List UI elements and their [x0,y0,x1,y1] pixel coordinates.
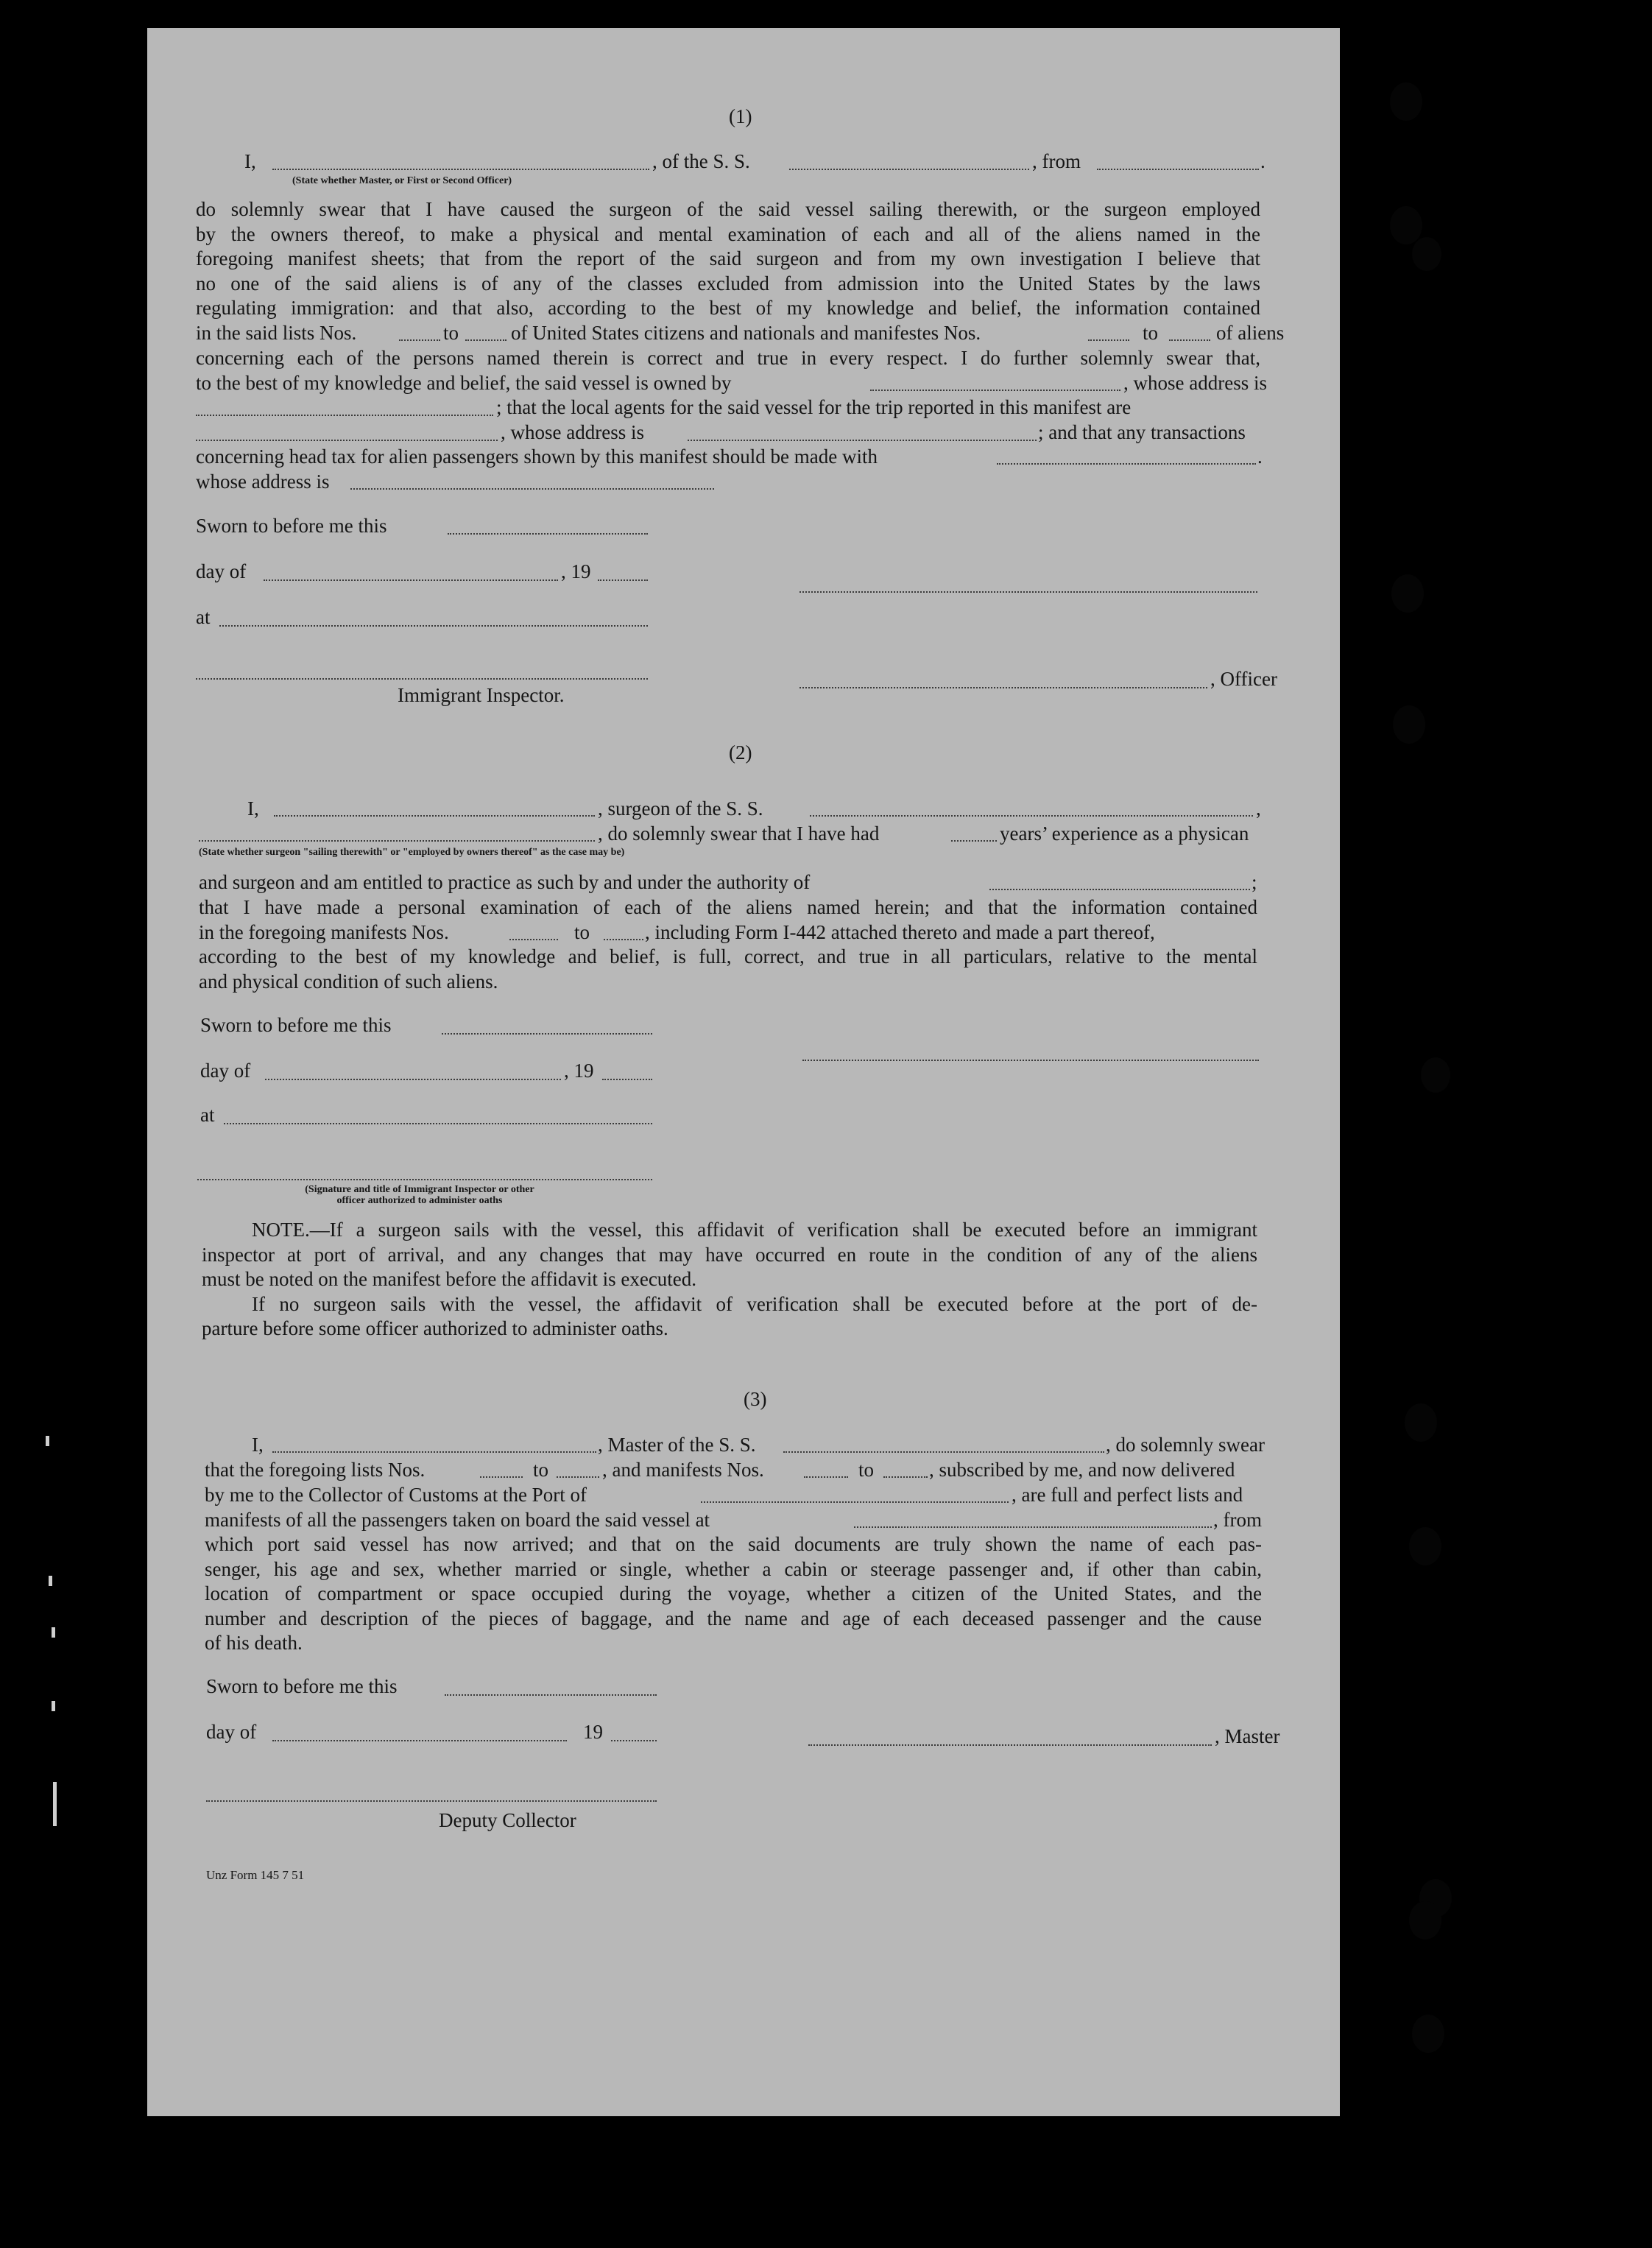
note-line: must be noted on the manifest before the affidavit is executed. [202,1268,697,1290]
binder-hole [1391,574,1424,613]
line-end: ; [1252,871,1257,893]
binder-hole [1390,82,1422,121]
head-tax-label: concerning head tax for alien passengers shown by this manifest should be made with [196,445,878,468]
sworn-label: Sworn to before me this [200,1014,392,1036]
agent-address-field[interactable] [688,439,1037,441]
note-line: parture before some officer authorized to administer oaths. [202,1317,668,1339]
day-field[interactable] [272,1739,567,1741]
binder-hole [1390,206,1422,244]
list-from-field[interactable] [399,339,440,341]
manifest-to-field[interactable] [1169,339,1210,341]
agent-address-label: , whose address is [501,421,644,443]
of-ss-label: , of the S. S. [652,150,750,172]
officer-caption: (State whether Master, or First or Second Officer) [292,175,512,186]
note-line: If no surgeon sails with the vessel, the affidavit of verification shall be executed before at the port of de- [252,1293,1257,1315]
section-3-number: (3) [744,1388,767,1410]
surgeon-of-ss-label: , surgeon of the S. S. [598,797,763,820]
scan-speck [46,1436,49,1446]
master-label: , Master [1215,1725,1280,1747]
day-of-label: day of [206,1721,257,1743]
binder-hole [1409,1527,1441,1565]
transactions-label: ; and that any transactions [1038,421,1246,443]
note-line: inspector at port of arrival, and any changes that may have occurred en route in the condition of any of the aliens [202,1244,1257,1266]
owner-field[interactable] [870,389,1120,391]
list-from-field[interactable] [480,1476,523,1478]
lists-nos-label: in the said lists Nos. [196,322,357,344]
body-line: according to the best of my knowledge and belief, is full, correct, and true in all particulars, relative to the mental [199,945,1257,968]
to-label: to [858,1459,875,1481]
boarding-port-field[interactable] [854,1526,1212,1528]
manifest-from-field[interactable] [804,1476,848,1478]
full-perfect-label: , are full and perfect lists and [1012,1484,1243,1506]
surgeon-status-field[interactable] [199,839,595,842]
surgeon-manifest-to-field[interactable] [604,938,643,940]
surgeon-signature-line[interactable] [802,1059,1259,1061]
year-field[interactable] [598,579,648,581]
head-tax-field[interactable] [997,462,1256,465]
inspector-signature-line[interactable] [197,1178,652,1180]
form-page [147,28,1340,2116]
sworn-field[interactable] [448,532,648,535]
citizens-label: of United States citizens and nationals and manifestes Nos. [511,322,981,344]
scan-speck [52,1627,55,1638]
manifests-nos-label: , and manifests Nos. [602,1459,764,1481]
surgeon-manifest-from-field[interactable] [509,938,558,940]
including-form-label: , including Form I-442 attached thereto and made a part thereof, [645,921,1155,943]
vessel-name-field[interactable] [789,168,1029,170]
from-label: , from [1213,1509,1262,1531]
body-line: by the owners thereof, to make a physical and mental examination of each and all of the aliens named in the [196,223,1260,245]
at-label: at [196,606,211,628]
body-line: no one of the said aliens is of any of the classes excluded from admission into the United States by the laws [196,272,1260,295]
master-signature-line[interactable] [808,1744,1212,1746]
year-field[interactable] [602,1078,652,1080]
surgeon-caption: (State whether surgeon "sailing therewith" or "employed by owners thereof" as the case may be) [199,847,625,858]
at-label: at [200,1104,215,1126]
oath-3-i: I, [252,1434,264,1456]
surgeon-vessel-field[interactable] [810,814,1253,817]
body-line: regulating immigration: and that also, according to the best of my knowledge and belief, the information contained [196,297,1260,319]
section-2-number: (2) [729,741,752,764]
officer-signature-line[interactable] [799,686,1207,688]
year-label: , 19 [564,1060,594,1082]
to-label: to [574,921,590,943]
owned-by-label: to the best of my knowledge and belief, the said vessel is owned by [196,372,732,394]
body-line: which port said vessel has now arrived; and that on the said documents are truly shown the name of each pas- [205,1533,1262,1555]
form-identifier: Unz Form 145 7 51 [206,1868,305,1882]
body-line: foregoing manifest sheets; that from the report of the said surgeon and from my own investigation I believe that [196,247,1260,269]
experience-label: years’ experience as a physican [1000,822,1249,845]
binder-hole [1412,2015,1444,2053]
head-tax-address-field[interactable] [350,487,714,490]
signature-caption: officer authorized to administer oaths [336,1195,503,1206]
master-name-field[interactable] [272,1451,596,1453]
master-of-ss-label: , Master of the S. S. [598,1434,756,1456]
year-label: , 19 [561,560,591,582]
port-label: by me to the Collector of Customs at the Port of [205,1484,587,1506]
lists-nos-label: that the foregoing lists Nos. [205,1459,426,1481]
binder-hole [1393,705,1425,744]
port-field[interactable] [701,1501,1009,1503]
sworn-label: Sworn to before me this [196,515,387,537]
to-label: to [443,322,459,344]
manifests-nos-label: in the foregoing manifests Nos. [199,921,449,943]
body-line: and physical condition of such aliens. [199,970,498,993]
day-field[interactable] [264,579,558,581]
sworn-label: Sworn to before me this [206,1675,398,1697]
body-line: location of compartment or space occupied during the voyage, whether a citizen of the United States, and the [205,1582,1262,1604]
body-line: that I have made a personal examination of each of the aliens named herein; and that the information contained [199,896,1257,918]
manifest-to-field[interactable] [883,1476,928,1478]
binder-hole [1421,1057,1450,1093]
line-end: . [1260,150,1266,172]
inspector-label: Immigrant Inspector. [398,684,565,706]
from-label: , from [1032,150,1081,172]
scan-speck [49,1576,52,1586]
body-line: number and description of the pieces of baggage, and the name and age of each deceased passenger and the cause [205,1607,1262,1629]
section-1-number: (1) [729,105,752,127]
day-of-label: day of [200,1060,251,1082]
agents-label: ; that the local agents for the said vessel for the trip reported in this manifest are [496,396,1132,418]
scan-speck [53,1782,57,1826]
line-end: . [1257,445,1263,468]
scan-speck [52,1701,55,1711]
year-field[interactable] [611,1739,657,1741]
of-aliens-label: of aliens [1216,322,1285,344]
deputy-signature-line[interactable] [206,1800,657,1802]
solemnly-swear-label: , do solemnly swear [1106,1434,1265,1456]
authority-label: and surgeon and am entitled to practice as such by and under the authority of [199,871,811,893]
at-field[interactable] [219,624,648,627]
signature-caption: (Signature and title of Immigrant Inspector or other [305,1184,534,1195]
inspector-signature-line[interactable] [196,677,648,680]
body-line: do solemnly swear that I have caused the surgeon of the said vessel sailing therewith, or the surgeon employed [196,198,1260,220]
body-line: of his death. [205,1632,303,1654]
to-label: to [533,1459,549,1481]
list-to-field[interactable] [465,339,506,341]
binder-hole [1409,1901,1441,1939]
surgeon-name-field[interactable] [274,814,595,817]
deputy-collector-label: Deputy Collector [439,1809,576,1831]
oath-1-i: I, [244,150,256,172]
taken-on-board-label: manifests of all the passengers taken on board the said vessel at [205,1509,710,1531]
manifest-from-field[interactable] [1088,339,1129,341]
list-to-field[interactable] [557,1476,599,1478]
officer-label: , Officer [1210,668,1277,690]
subscribed-label: , subscribed by me, and now delivered [929,1459,1235,1481]
agents-field[interactable] [196,439,498,441]
years-experience-field[interactable] [951,839,997,842]
master-vessel-field[interactable] [783,1451,1104,1453]
body-line: senger, his age and sex, whether married or single, whether a cabin or steerage passenger and, if other than cabin, [205,1558,1262,1580]
binder-hole [1405,1403,1437,1442]
at-field[interactable] [224,1122,652,1124]
owner-address-label: , whose address is [1123,372,1267,394]
year-label: 19 [583,1721,603,1743]
signature-line[interactable] [799,591,1257,593]
binder-hole [1412,237,1441,271]
day-field[interactable] [265,1078,561,1080]
body-line: concerning each of the persons named therein is correct and true in every respect. I do further solemnly swear that, [196,347,1260,369]
oath-2-i: I, [247,797,259,820]
sworn-field[interactable] [445,1694,657,1696]
sworn-field[interactable] [442,1032,652,1035]
solemnly-swear-label: , do solemnly swear that I have had [598,822,880,845]
day-of-label: day of [196,560,247,582]
note-line: NOTE.—If a surgeon sails with the vessel, this affidavit of verification shall be executed before an immigrant [252,1219,1257,1241]
to-label: to [1143,322,1159,344]
owner-address-field[interactable] [196,414,493,416]
officer-name-field[interactable] [272,168,649,170]
authority-field[interactable] [989,888,1250,890]
line-end: , [1256,797,1261,820]
whose-address-label: whose address is [196,471,330,493]
from-port-field[interactable] [1097,168,1259,170]
